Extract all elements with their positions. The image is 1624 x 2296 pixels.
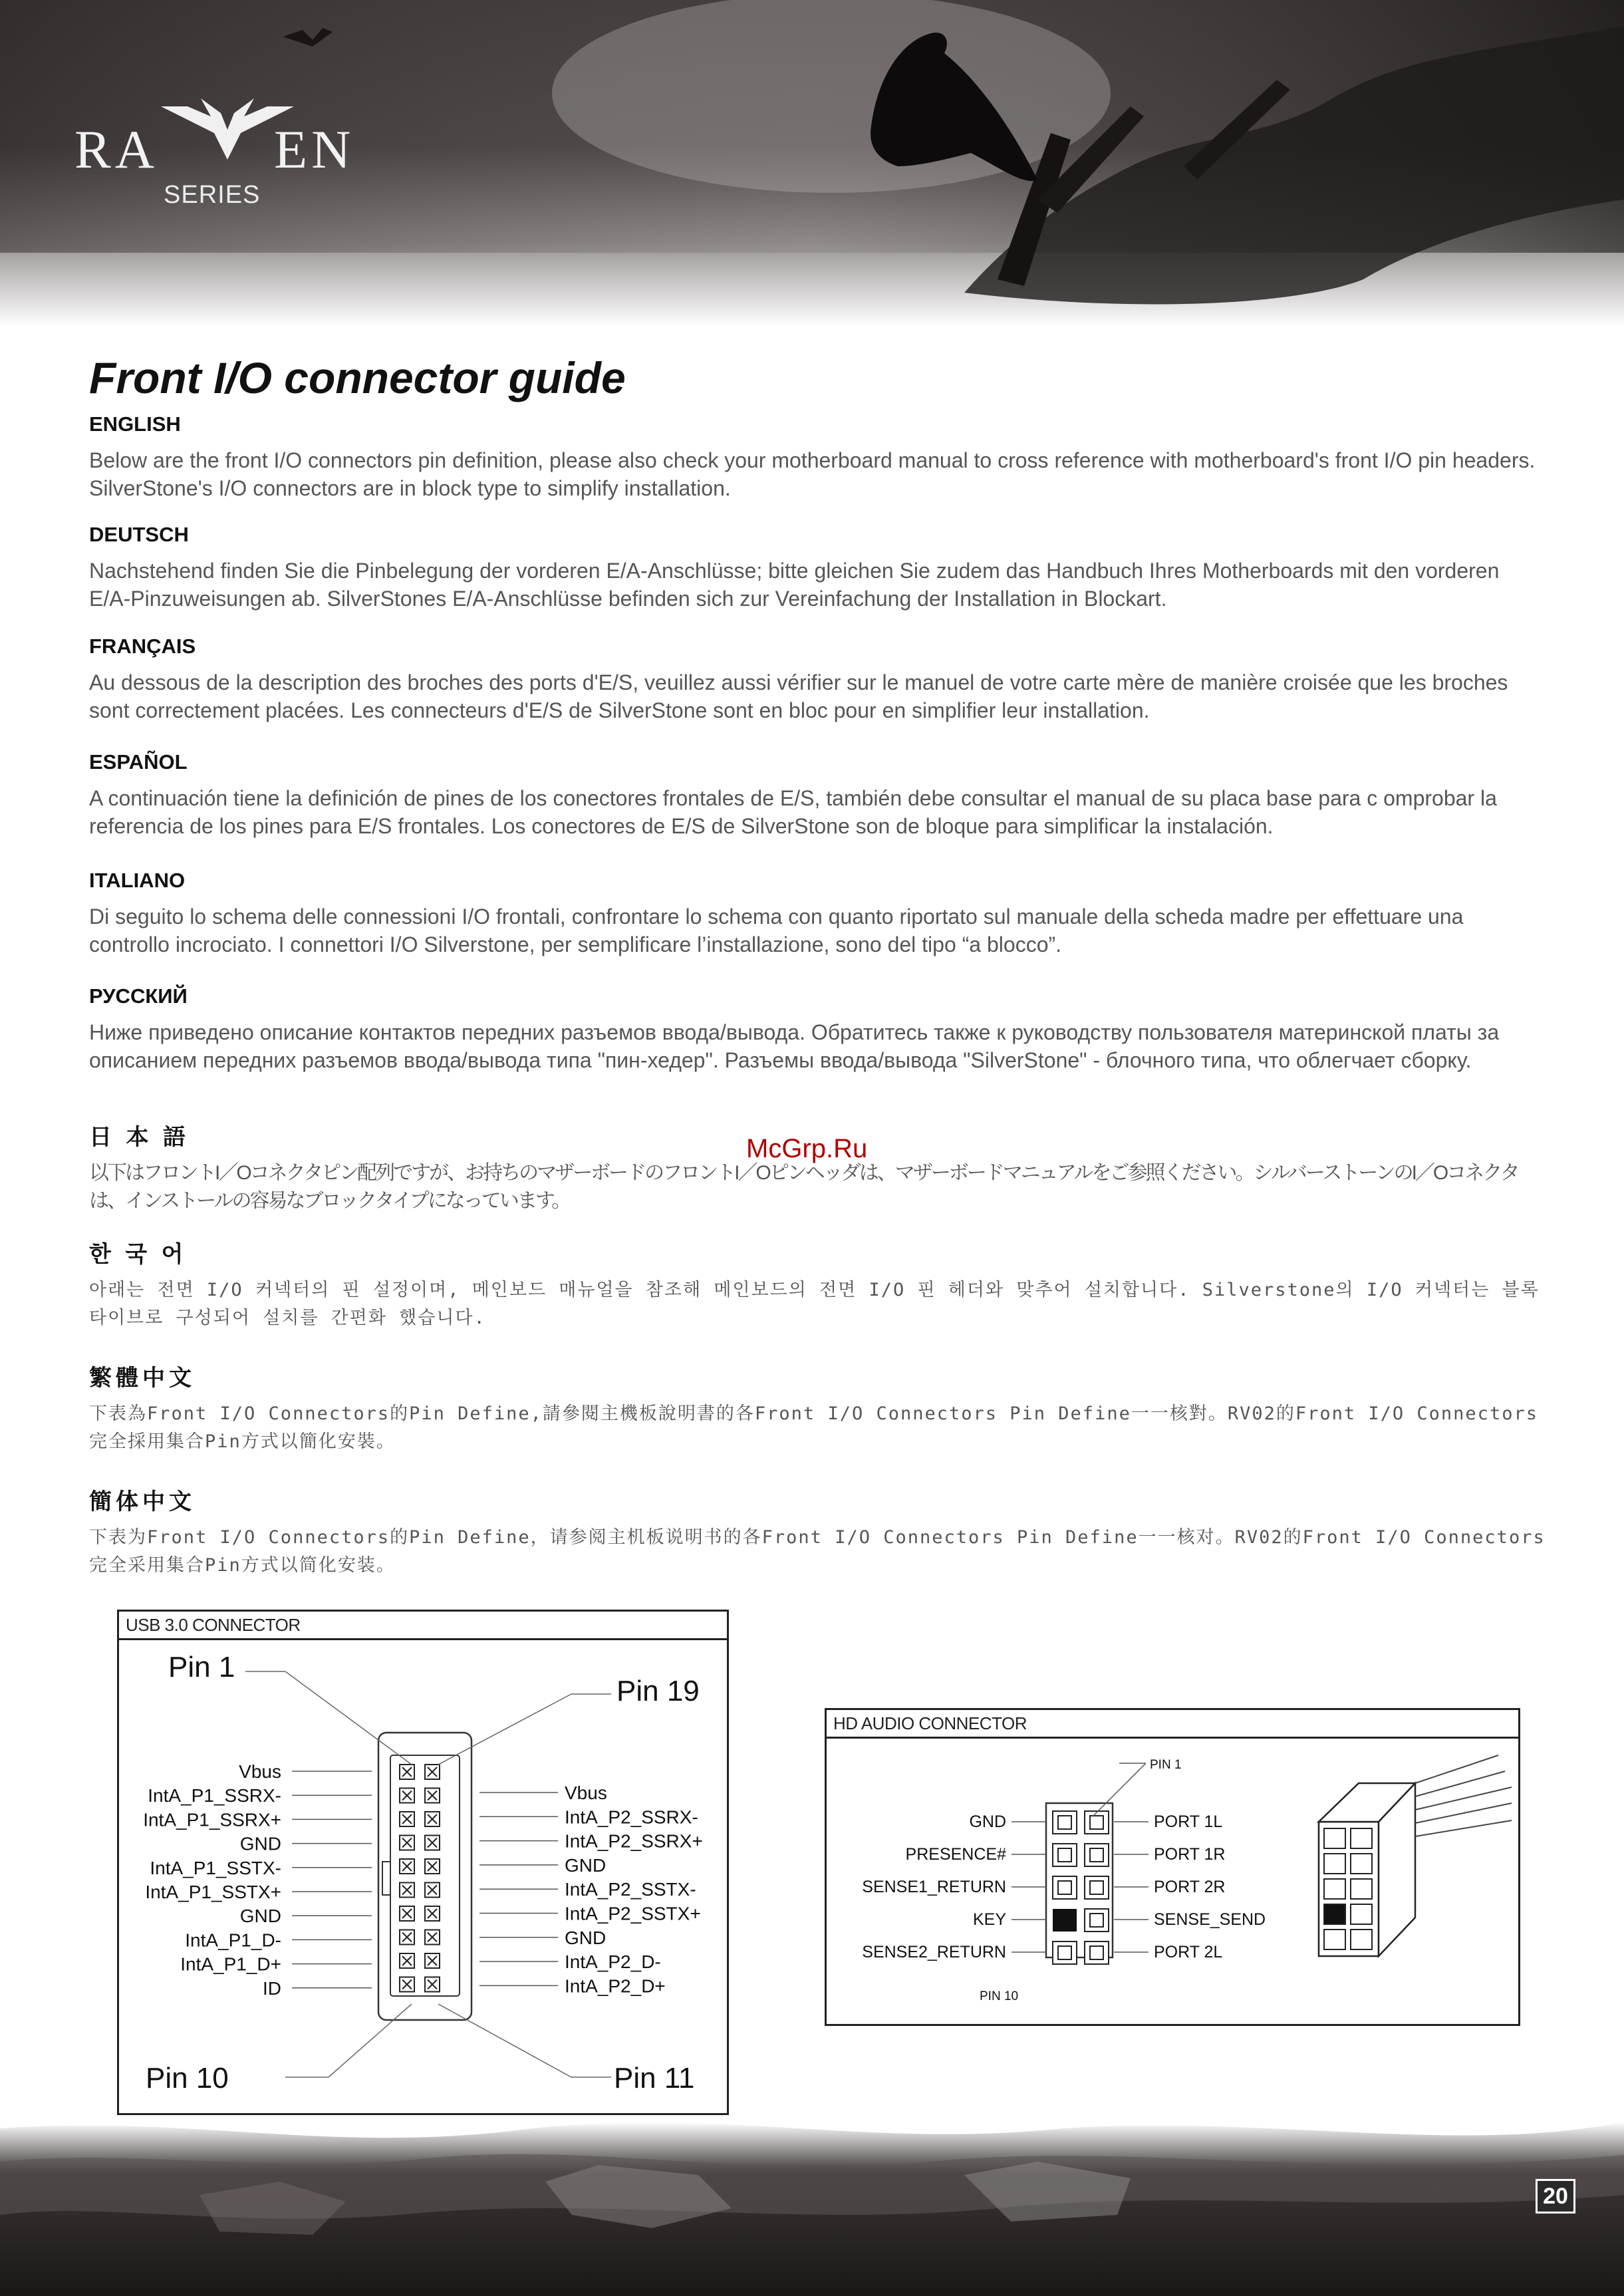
usb-pin — [400, 1789, 414, 1803]
hda-pin-label-right: PORT 2R — [1154, 1878, 1226, 1896]
usb-pin — [400, 1765, 414, 1779]
section-heading: ITALIANO — [89, 869, 186, 892]
section-simplified-chinese — [89, 1489, 1546, 1580]
usb-pin11-label: Pin 11 — [614, 2062, 695, 2094]
usb-pin — [425, 1953, 440, 1968]
section-english — [89, 411, 1546, 502]
section-text: Di seguito lo schema delle connessioni I/O frontali, confrontare lo schema con quanto riportato sul manuale della scheda madre per effettuare una controllo incrociato. I connettori I/O Silverstone, per semplificare l’installazione, sono del tipo “a blocco”. — [89, 905, 1464, 956]
section-text: Below are the front I/O connectors pin definition, please also check your motherboard manual to cross reference with motherboard's front I/O pin headers. SilverStone's I/O connectors are in block type to simplify installation. — [89, 448, 1536, 500]
usb-connector-key — [382, 1862, 390, 1895]
hda-key-pin — [1053, 1909, 1077, 1932]
section-traditional-chinese — [89, 1365, 1546, 1456]
section-heading: DEUTSCH — [89, 523, 189, 546]
section-korean — [89, 1241, 1546, 1332]
page-title: Front I/O connector guide — [89, 353, 626, 402]
section-heading: РУССКИЙ — [89, 984, 188, 1008]
hda-pin-label-right: SENSE_SEND — [1154, 1910, 1266, 1929]
hda-pin — [1085, 1811, 1109, 1834]
section-text: 下表為Front I/O Connectors的Pin Define,請參閱主機板說明書的各Front I/O Connectors Pin Define一一核對。RV02的Front I/O Connectors完全採用集合Pin方式以簡化安裝。 — [89, 1403, 1538, 1452]
usb-pin — [400, 1930, 414, 1945]
section-italiano — [89, 867, 1546, 958]
section-francais — [89, 633, 1546, 724]
section-heading: 繁體中文 — [89, 1365, 196, 1391]
section-heading: 簡体中文 — [89, 1489, 196, 1514]
usb-pin-label-left: ID — [263, 1977, 281, 1999]
hda-block-connector-illustration — [1319, 1755, 1512, 1956]
usb-pin — [400, 1836, 414, 1850]
usb-pin — [425, 1859, 440, 1874]
section-text: 以下はフロントI／Oコネクタピン配列ですが、お持ちのマザーボードのフロントI／Oピンヘッダは、マザーボードマニュアルをご参照ください。シルバーストーンのI／Oコネクタは、インストールの容易なブロックタイプになっています。 — [89, 1162, 1518, 1212]
hd-audio-connector-diagram — [825, 1708, 1520, 2026]
logo-text-left: RA — [74, 119, 158, 180]
usb-pin-label-left: IntA_P1_SSRX+ — [143, 1809, 281, 1830]
hda-pin-label-right: PORT 1R — [1154, 1845, 1226, 1864]
section-deutsch — [89, 521, 1546, 613]
section-text: Ниже приведено описание контактов передних разъемов ввода/вывода. Обратитесь также к руководству пользователя материнской платы за описанием передних разъемов ввода/вывода типа "пин-хедер". Разъемы ввода/вывода "SilverStone" - блочного типа, что облегчает сборку. — [89, 1020, 1500, 1072]
section-text: 아래는 전면 I/O 커넥터의 핀 설정이며, 메인보드 매뉴얼을 참조해 메인보드의 전면 I/O 핀 헤더와 맞추어 설치합니다. Silverstone의 I/O 커넥터는 블록 타이브로 구성되어 설치를 간편화 했습니다. — [89, 1280, 1540, 1328]
hda-pin — [1085, 1844, 1109, 1866]
hda-pin — [1053, 1941, 1077, 1964]
usb-pin-label-right: IntA_P2_D+ — [565, 1975, 666, 1997]
usb-pin19-label: Pin 19 — [616, 1675, 700, 1707]
watermark: McGrp.Ru — [746, 1134, 868, 1163]
usb-pin-label-right: Vbus — [565, 1783, 607, 1803]
hda-pin-label-right: PORT 1L — [1154, 1812, 1223, 1831]
diagram-title: USB 3.0 CONNECTOR — [119, 1612, 727, 1640]
usb-pin-label-left: GND — [239, 1906, 281, 1927]
section-text: Nachstehend finden Sie die Pinbelegung der vorderen E/A-Anschlüsse; bitte gleichen Sie zudem das Handbuch Ihres Motherboards mit den vorderen E/A-Pinzuweisungen ab. SilverStones E/A-Anschlüsse befinden sich zur Vereinfachung der Installation in Blockart. — [89, 559, 1500, 611]
usb-pin-label-right: IntA_P2_SSTX+ — [565, 1903, 701, 1924]
usb3-connector-diagram — [117, 1610, 729, 2115]
usb-pin-label-left: GND — [239, 1833, 281, 1854]
usb-pin10-label: Pin 10 — [146, 2062, 229, 2094]
usb-right-labels — [479, 1783, 703, 1996]
hda-pin-label-left: SENSE1_RETURN — [862, 1878, 1006, 1896]
usb-pin — [400, 1883, 414, 1898]
usb-pin-label-right: IntA_P2_SSRX+ — [565, 1830, 703, 1852]
usb-pin — [400, 1906, 414, 1921]
usb-pin — [425, 1812, 440, 1826]
usb-pin-label-right: IntA_P2_SSRX- — [565, 1806, 698, 1828]
usb-pin-label-left: IntA_P1_SSTX+ — [145, 1882, 281, 1902]
usb-pin — [400, 1953, 414, 1968]
usb-pin — [425, 1906, 440, 1921]
usb-left-labels — [143, 1761, 372, 1999]
section-text: 下表为Front I/O Connectors的Pin Define，请参阅主机板说明书的各Front I/O Connectors Pin Define一一核对。RV02的Front I/O Connectors完全采用集合Pin方式以简化安装。 — [89, 1527, 1546, 1576]
hda-pin-label-left: GND — [969, 1812, 1006, 1831]
usb-pin — [400, 1859, 414, 1874]
usb-pin — [400, 1812, 414, 1826]
hda-pin — [1053, 1844, 1077, 1866]
usb3-pinout-drawing — [119, 1612, 727, 2113]
hda-pin — [1085, 1941, 1109, 1964]
usb-pin-label-right: IntA_P2_D- — [565, 1951, 661, 1973]
hda-pinout-drawing — [827, 1710, 1518, 2024]
hda-left-labels — [862, 1812, 1046, 1961]
usb-pin-label-left: IntA_P1_D- — [185, 1930, 281, 1951]
hda-pin-label-left: PRESENCE# — [905, 1845, 1006, 1864]
hda-pin10-label: PIN 10 — [980, 1989, 1019, 2003]
usb-pin — [425, 1836, 440, 1850]
section-heading: ESPAÑOL — [89, 750, 188, 774]
hda-pin-label-right: PORT 2L — [1154, 1943, 1223, 1961]
section-heading: 한 국 어 — [89, 1242, 188, 1267]
hda-pin-label-left: SENSE2_RETURN — [862, 1943, 1006, 1961]
section-text: A continuación tiene la definición de pines de los conectores frontales de E/S, también debe consultar el manual de su placa base para c omprobar la referencia de los pines para E/S frontales. Los conectores de E/S de SilverStone son de bloque para simplificar la instalación. — [89, 786, 1497, 838]
logo-text-right: EN — [274, 119, 355, 180]
usb-pin — [400, 1977, 414, 1992]
usb-pin-label-right: IntA_P2_SSTX- — [565, 1879, 696, 1900]
section-heading: 日 本 語 — [89, 1125, 190, 1150]
page-number: 20 — [1536, 2179, 1575, 2214]
section-heading: FRANÇAIS — [89, 635, 196, 658]
hda-pin-label-left: KEY — [972, 1910, 1006, 1929]
footer-rock-banner — [0, 2102, 1624, 2296]
usb-pin-label-right: GND — [565, 1927, 607, 1948]
raven-series-logo — [74, 93, 380, 219]
header-banner — [0, 0, 1624, 326]
diagram-title: HD AUDIO CONNECTOR — [827, 1710, 1518, 1739]
usb-pin — [425, 1765, 440, 1779]
usb-pin — [425, 1883, 440, 1898]
hda-pin — [1085, 1909, 1109, 1932]
usb-pin-label-left: IntA_P1_D+ — [180, 1953, 281, 1975]
hda-pin1-label: PIN 1 — [1150, 1758, 1182, 1772]
usb-pin-label-right: GND — [565, 1854, 607, 1876]
hda-pin — [1053, 1876, 1077, 1899]
footer-rock-image — [0, 2102, 1624, 2296]
section-heading: ENGLISH — [89, 412, 181, 436]
section-russian — [89, 983, 1546, 1074]
usb-pin — [425, 1789, 440, 1803]
hda-pin — [1085, 1876, 1109, 1899]
usb-pin — [425, 1930, 440, 1945]
section-espanol — [89, 749, 1546, 840]
usb-pin-label-left: Vbus — [239, 1761, 281, 1782]
hda-pin — [1053, 1811, 1077, 1834]
logo-series-text: SERIES — [164, 181, 261, 209]
usb-pin — [425, 1977, 440, 1992]
usb-pin-label-left: IntA_P1_SSTX- — [150, 1857, 281, 1878]
section-text: Au dessous de la description des broches des ports d'E/S, veuillez aussi vérifier sur le manuel de votre carte mère de manière croisée que les broches sont correctement placées. Les connecteurs d'E/S de SilverStone sont en bloc pour en simplifier leur installation. — [89, 670, 1508, 722]
usb-pin-label-left: IntA_P1_SSRX- — [148, 1785, 281, 1806]
usb-pin1-label: Pin 1 — [168, 1651, 235, 1683]
hda-right-labels — [1114, 1812, 1266, 1961]
